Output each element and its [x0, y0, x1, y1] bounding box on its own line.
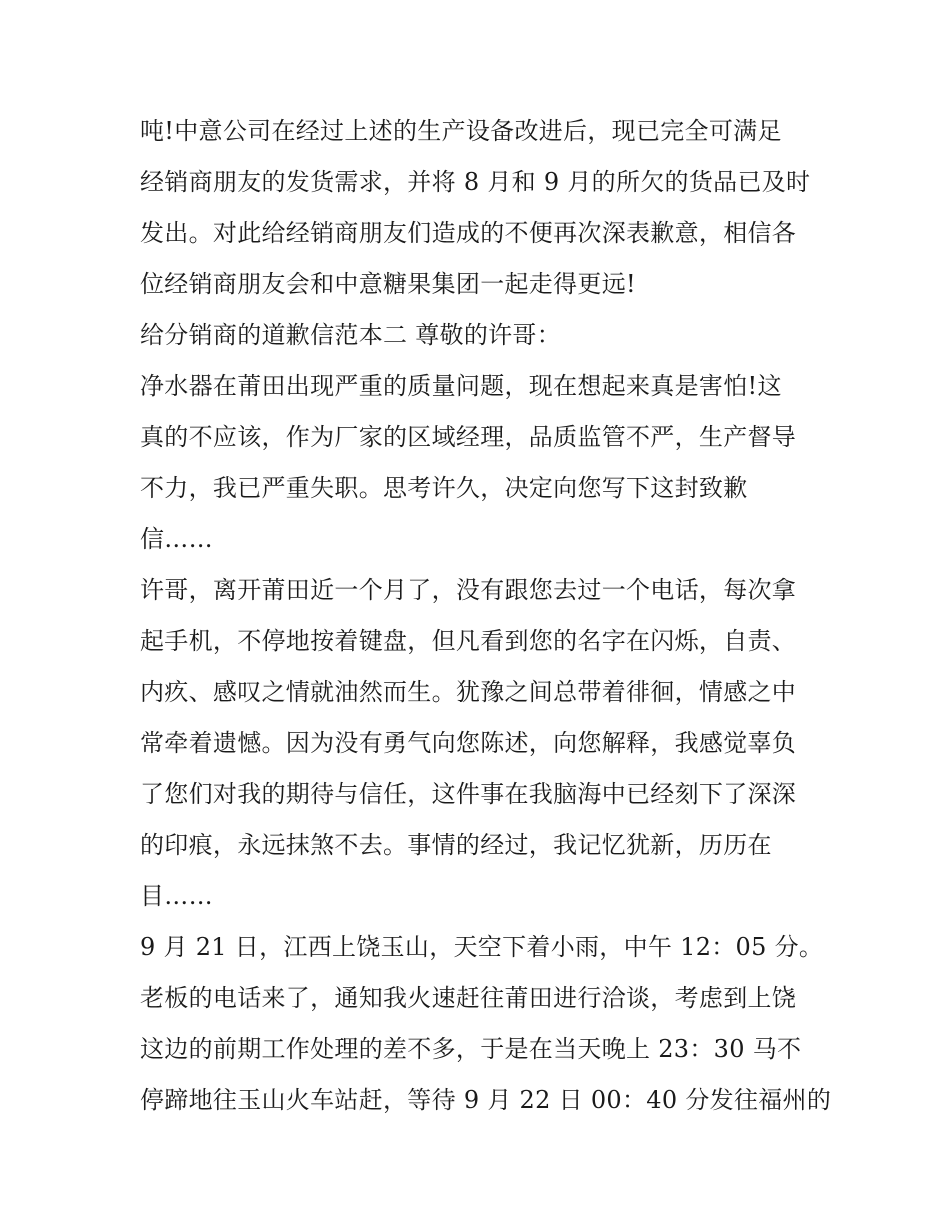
text-line: 发出。对此给经销商朋友们造成的不便再次深表歉意，相信各: [140, 219, 797, 247]
text-line: 老板的电话来了，通知我火速赶往莆田进行洽谈，考虑到上饶: [140, 984, 797, 1012]
text-line: 内疚、感叹之情就油然而生。犹豫之间总带着徘徊，情感之中: [140, 678, 797, 706]
text-line: 的印痕，永远抹煞不去。事情的经过，我记忆犹新，历历在: [140, 831, 772, 859]
text-line: 不力，我已严重失职。思考许久，决定向您写下这封致歉: [140, 474, 748, 502]
text-line: 9 月 21 日，江西上饶玉山，天空下着小雨，中午 12：05 分。: [140, 933, 824, 961]
text-line: 真的不应该，作为厂家的区域经理，品质监管不严，生产督导: [140, 423, 797, 451]
text-line: 目……: [140, 882, 213, 910]
text-line: 位经销商朋友会和中意糖果集团一起走得更远!: [140, 270, 636, 298]
text-line: 经销商朋友的发货需求，并将 8 月和 9 月的所欠的货品已及时: [140, 168, 811, 196]
text-line: 许哥，离开莆田近一个月了，没有跟您去过一个电话，每次拿: [140, 576, 797, 604]
text-line: 了您们对我的期待与信任，这件事在我脑海中已经刻下了深深: [140, 780, 797, 808]
text-line: 停蹄地往玉山火车站赶，等待 9 月 22 日 00：40 分发往福州的: [140, 1086, 832, 1114]
text-line: 这边的前期工作处理的差不多，于是在当天晚上 23：30 马不: [140, 1035, 802, 1063]
section-heading-line: 给分销商的道歉信范本二 尊敬的许哥：: [140, 321, 562, 349]
text-line: 吨!中意公司在经过上述的生产设备改进后，现已完全可满足: [140, 117, 782, 145]
text-line: 常牵着遗憾。因为没有勇气向您陈述，向您解释，我感觉辜负: [140, 729, 797, 757]
text-line: 信……: [140, 525, 213, 553]
text-line: 起手机，不停地按着键盘，但凡看到您的名字在闪烁，自责、: [140, 627, 797, 655]
document-body: [140, 106, 832, 1126]
text-line: 净水器在莆田出现严重的质量问题，现在想起来真是害怕!这: [140, 372, 782, 400]
